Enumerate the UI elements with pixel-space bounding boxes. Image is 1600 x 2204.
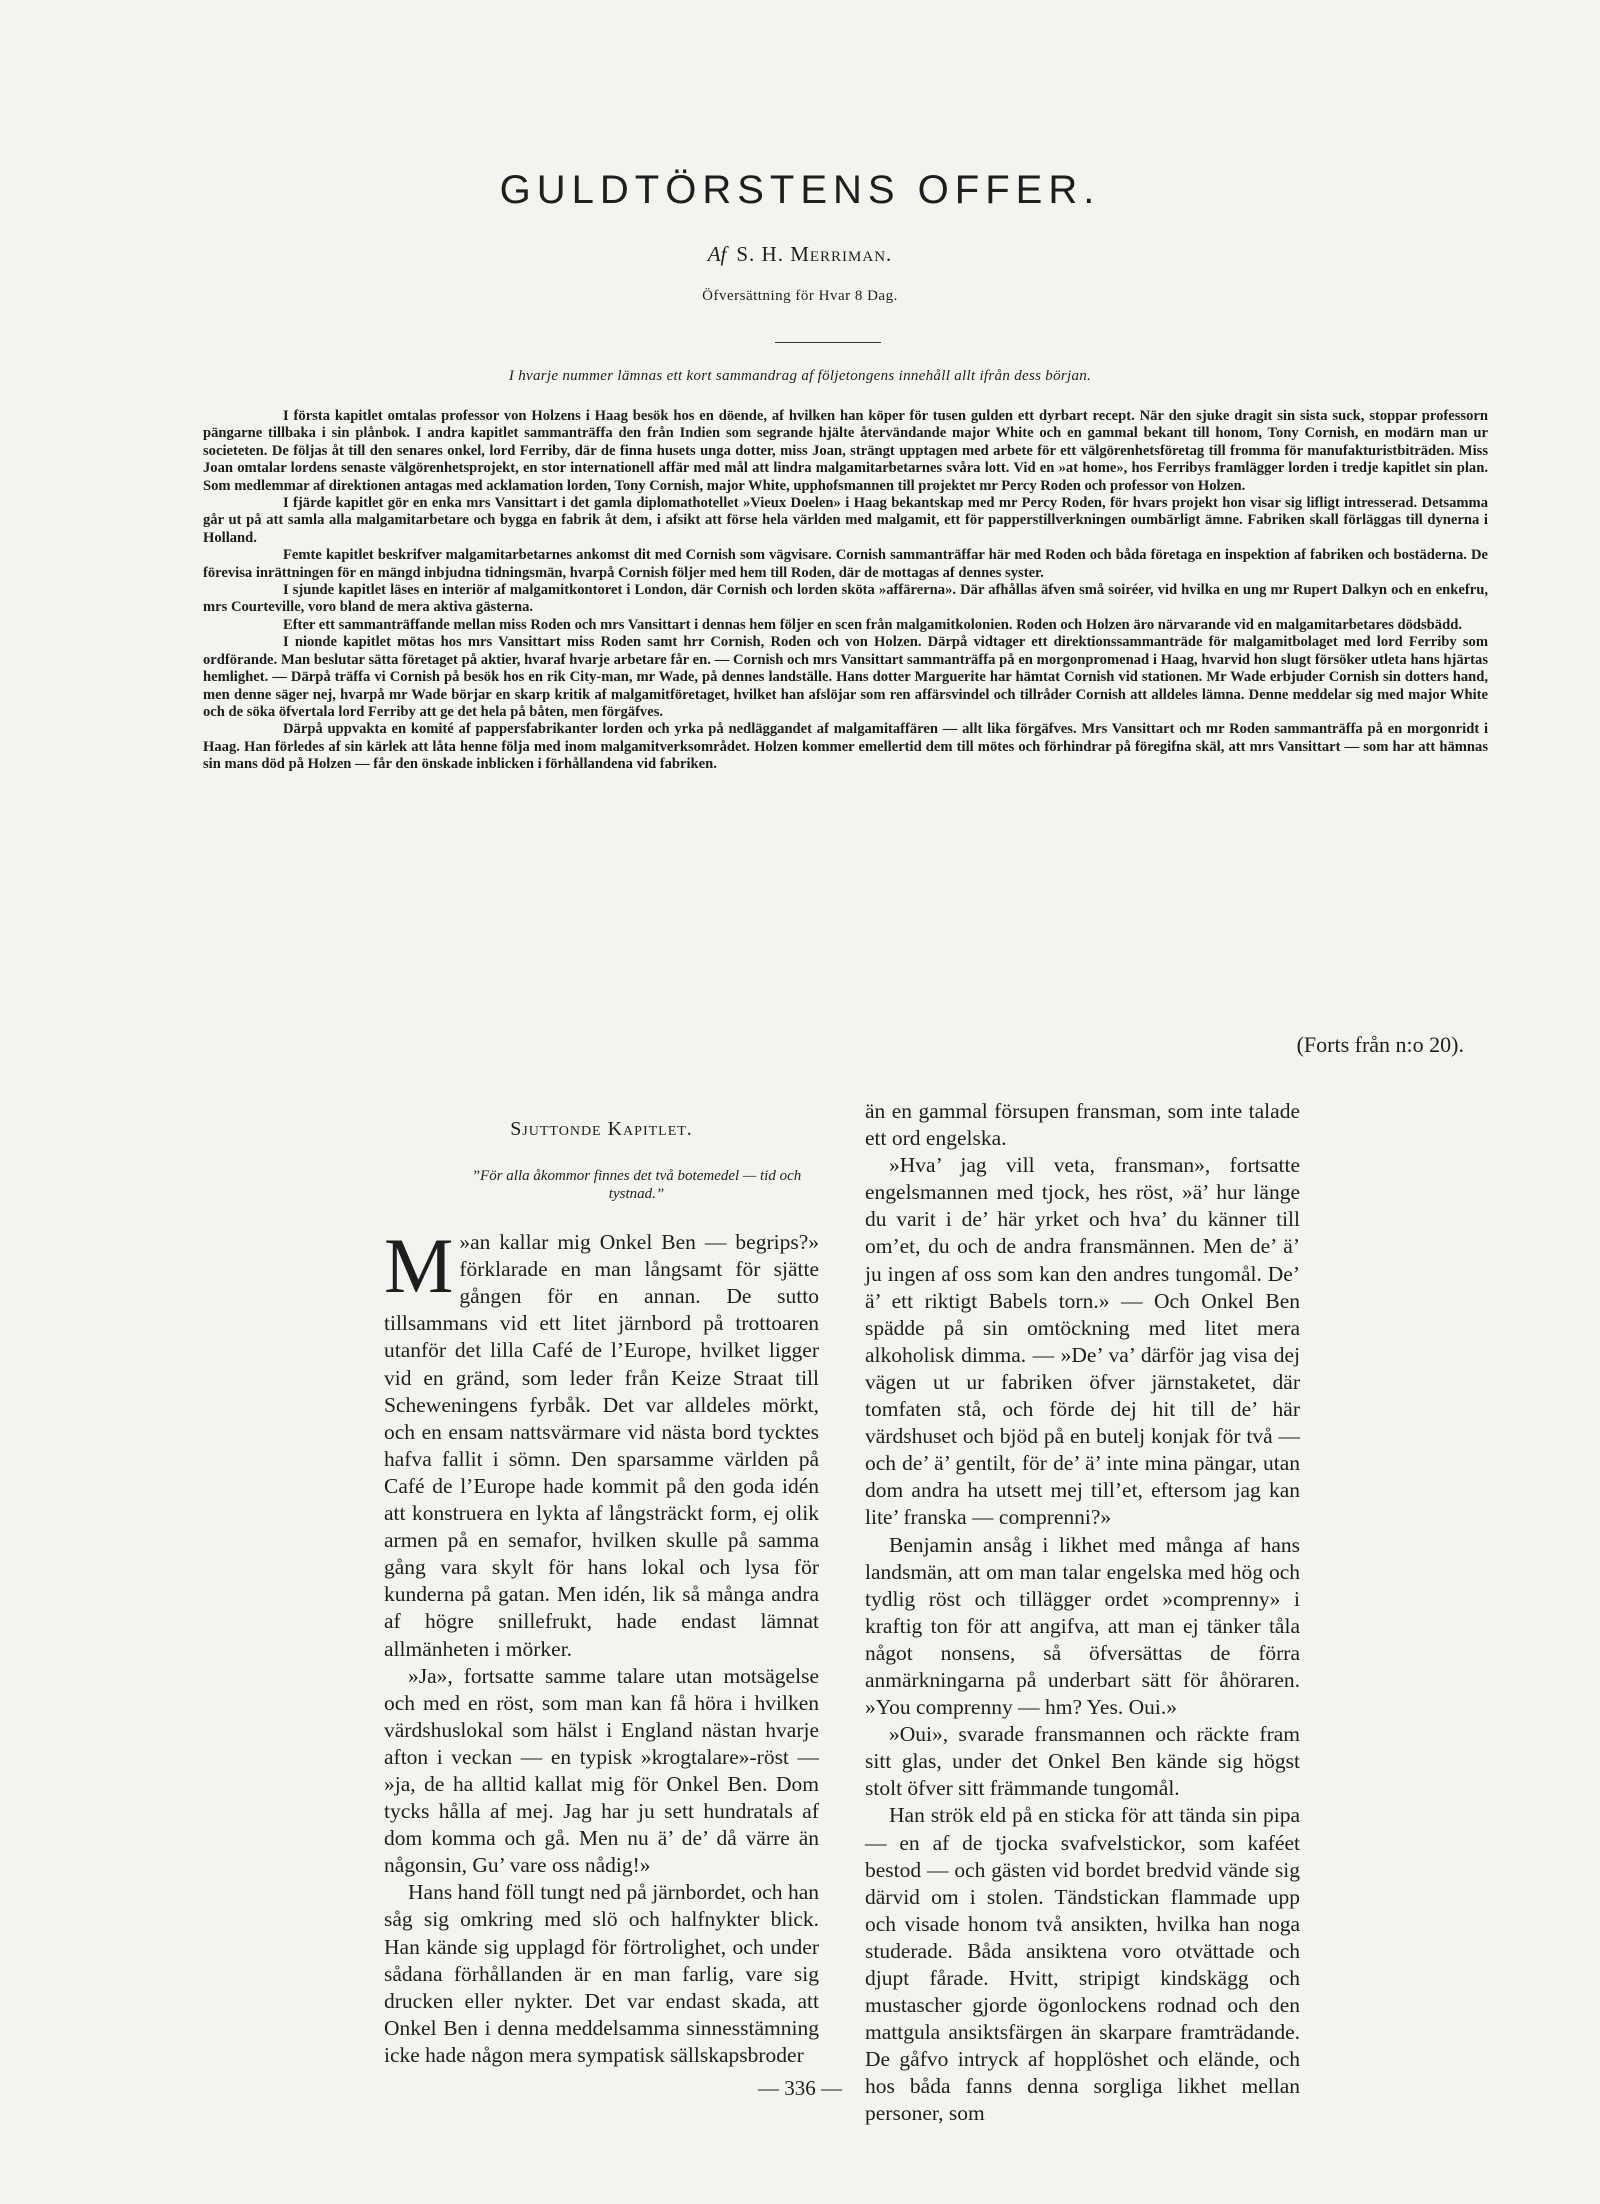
synopsis-paragraph: Femte kapitlet beskrifver malgamitarbetarnes ankomst dit med Cornish som vägvisare. Cornish sammanträffar här med Roden och båda företaga en inspektion af fabriken och bostäderna. De förevisa inrättningen för en mängd inbjudna tidningsmän, hvarpå Cornish följer med hem till Roden, där de mottagas af dennes syster. — [203, 547, 1488, 581]
synopsis-paragraph: I fjärde kapitlet gör en enka mrs Vansittart i det gamla diplomathotellet »Vieux Doelen» i Haag bekantskap med mr Percy Roden, för hvars projekt hon visar sig lifligt intresserad. Detsamma går ut på att samla alla malgamitarbetare och bygga en fabrik åt dem, i afsikt att förse hela världen med malgamit, ett för papperstillverkningen oumbärligt ämne. Fabriken skall förläggas till dynerna i Holland. — [203, 495, 1488, 546]
body-paragraph: »Oui», svarade fransmannen och räckte fram sitt glas, under det Onkel Ben kände sig högst stolt öfver sitt främmande tungomål. — [865, 1722, 1300, 1801]
body-paragraph: »Ja», fortsatte samme talare utan motsägelse och med en röst, som man kan få höra i hvilken värdshuslokal som hälst i England nästan hvarje afton i veckan — en typisk »krogtalare»-röst — »ja, de ha alltid kallat mig för Onkel Ben. Dom tycks hålla af mej. Jag har ju sett hundratals af dom komma och gå. Men nu ä’ de’ då värre än någonsin, Gu’ vare oss nådig!» — [384, 1663, 819, 1878]
byline — [0, 242, 1600, 267]
page-number: — 336 — — [758, 2076, 842, 2100]
divider-rule — [775, 342, 881, 343]
text-column-right — [865, 1098, 1300, 2128]
story-title: GULDTÖRSTENS OFFER. — [499, 168, 1101, 212]
summary-note: I hvarje nummer lämnas ett kort sammandrag af följetongens innehåll allt ifrån dess början. — [508, 368, 1092, 384]
body-paragraph: än en gammal försupen fransman, som inte talade ett ord engelska. — [865, 1099, 1300, 1151]
epigraph: ”För alla åkommor finnes det två botemedel — tid och tystnad.” — [471, 1168, 802, 1203]
continuation-note: (Forts från n:o 20). — [1296, 1032, 1464, 1057]
synopsis-paragraph: I första kapitlet omtalas professor von Holzens i Haag besök hos en döende, af hvilken han köper för tusen gulden ett dyrbart recept. När den sjuke dragit sin sista suck, stoppar professorn pängarne tillbaka i sin plånbok. I andra kapitlet sammanträffa den från Indien som segrande hjälte återvändande major White och en gammal bekant till honom, Tony Cornish, en modärn man ur societeten. De följas åt till den senares onkel, lord Ferriby, där de finna husets unga dotter, miss Joan, strängt upptagen med arbete för ett välgörenhetsföretag till fromma för manufakturistbiträden. Miss Joan omtalar lordens senaste välgörenhetsprojekt, en stor internationell affär med mål att lindra malgamitarbetarnes svåra lott. Vid en »at home», hos Ferribys framlägger lorden i tredje kapitlet sin plan. Som medlemmar af direktionen antagas med acklamation lorden, Tony Cornish, major White, upphofsmannen till projektet mr Percy Roden och professor von Holzen. — [203, 408, 1488, 494]
synopsis-paragraph: Efter ett sammanträffande mellan miss Roden och mrs Vansittart i dennas hem följer en scen från malgamitkolonien. Roden och Holzen äro närvarande vid en malgamitarbetares dödsbädd. — [283, 616, 1462, 633]
opening-paragraph — [384, 1222, 819, 1663]
drop-cap: M — [384, 1222, 454, 1310]
body-paragraph: Hans hand föll tungt ned på järnbordet, och han såg sig omkring med slö och halfnykter blick. Han kände sig upplagd för förtrolighet, och under sådana förhållanden är en man farlig, vare sig drucken eller nykter. Det var endast skada, att Onkel Ben i denna meddelsamma sinnesstämning icke hade någon mera sympatisk sällskapsbroder — [384, 1880, 819, 2067]
synopsis-block — [203, 408, 1488, 774]
body-paragraph: Benjamin ansåg i likhet med många af hans landsmän, att om man talar engelska med hög och tydlig röst och tillägger ordet »comprenny» i kraftig ton för att angifva, att man ej tänker tåla något nonsens, så öfversättas de förra anmärkningarna på underbart sätt för åhöraren. »You comprenny — hm? Yes. Oui.» — [865, 1532, 1300, 1720]
opening-text: an kallar mig Onkel Ben — begrips?» förklarade en man långsamt för sjätte gången för en annan. De sutto tillsammans vid ett litet järnbord på trottoaren utanför det lilla Café de l’Europe, hvilket ligger vid en gränd, som leder från Keize Straat till Scheweningens fyrbåk. Det var alldeles mörkt, och en ensam nattsvärmare vid nästa bord tycktes hafva fallit i sömn. Den sparsamme världen på Café de l’Europe hade kommit på den goda idén att konstruera en lykta af långsträckt form, ej olik armen på en semafor, hvilken skulle på samma gång vara skylt för hans lokal och lysa för kunderna på gatan. Men idén, lik så många andra af högre snillefrukt, hade endast lämnat allmänheten i mörker. — [384, 1230, 819, 1661]
synopsis-paragraph: I nionde kapitlet mötas hos mrs Vansittart miss Roden samt hrr Cornish, Roden och von Holzen. Därpå vidtager ett direktionssammanträde för malgamitbolaget med lord Ferriby som ordförande. Man beslutar sätta företaget på aktier, hvaraf hvarje arbetare får en. — Cornish och mrs Vansittart sammanträffa på en morgonpromenad i Haag, hvarvid hon slugt försöker utleta hans hjärtas hemlighet. — Därpå träffa vi Cornish på besök hos en rik City-man, mr Wade, på dennes landställe. Hans dotter Marguerite har hämtat Cornish vid stationen. Mr Wade erbjuder Cornish sin dotters hand, men denne säger nej, hvarpå mr Wade börjar en skarp kritik af malgamitföretaget, hvilket han afslöjar som ren affärsvindel och tillråder Cornish att alldeles lämna. Denne meddelar sig med major White och de söka öfvertala lord Ferriby att ge det hela på båten, men förgäfves. — [203, 634, 1488, 720]
body-paragraph: Han strök eld på en sticka för att tända sin pipa — en af de tjocka svafvelstickor, som kaféet bestod — och gästen vid bordet bredvid vände sig därvid om i stolen. Tändstickan flammade upp och visade honom två ansikten, hvilka han noga studerade. Båda ansiktena voro otvättade och djupt fårade. Hvitt, stripigt kindskägg och mustascher gjorde ögonlockens rodnad och den mattgula ansiktsfärgen än skarpare framträdande. De gåfvo intryck af hopplöshet och elände, och hos båda fanns denna sorgliga likhet mellan personer, som — [865, 1803, 1300, 2126]
text-column-left — [384, 1098, 819, 2069]
byline-prefix: Af — [707, 242, 727, 266]
body-paragraph: »Hva’ jag vill veta, fransman», fortsatte engelsmannen med tjock, hes röst, »ä’ hur länge du varit i de’ här yrket och hva’ du känner till om’et, du och de andra fransmännen. Men de’ ä’ ju ingen af oss som kan den andres tungomål. De’ ä’ ett riktigt Babels torn.» — Och Onkel Ben spädde på sin omtöckning med litet mera alkoholisk dimma. — »De’ va’ därför jag visa dej vägen ut ur fabriken öfver järnstaketet, där tomfaten stå, och förde dej hit till de’ här värdshuset och bjöd på en butelj konjak för två — och de’ ä’ gentilt, för de’ ä’ inte mina pängar, utan dom andra ha utsett mej till’et, eftersom jag kan lite’ franska — comprenni?» — [865, 1153, 1300, 1530]
synopsis-paragraph: I sjunde kapitlet läses en interiör af malgamitkontoret i London, där Cornish och lorden sköta »affärerna». Där afhållas äfven små soiréer, vid hvilka en ung mr Rupert Dalkyn och en enkefru, mrs Courteville, voro bland de mera aktiva gästerna. — [203, 582, 1488, 616]
translation-note: Öfversättning för Hvar 8 Dag. — [702, 288, 898, 304]
chapter-heading: Sjuttonde Kapitlet. — [510, 1118, 693, 1140]
author-name: S. H. Merriman. — [736, 242, 893, 266]
synopsis-paragraph: Därpå uppvakta en komité af pappersfabrikanter lorden och yrka på nedläggandet af malgamitaffären — allt lika förgäfves. Mrs Vansittart och mr Roden sammanträffa på en morgonridt i Haag. Han förledes af sin kärlek att låta henne följa med inom malgamitverksområdet. Holzen kommer emellertid dem till mötes och förhindrar på föregifna skäl, att mrs Vansittart — som har att hämnas sin mans död på Holzen — får den önskade inblicken i förhållandena vid fabriken. — [203, 721, 1488, 773]
opening-quote: » — [459, 1230, 471, 1255]
